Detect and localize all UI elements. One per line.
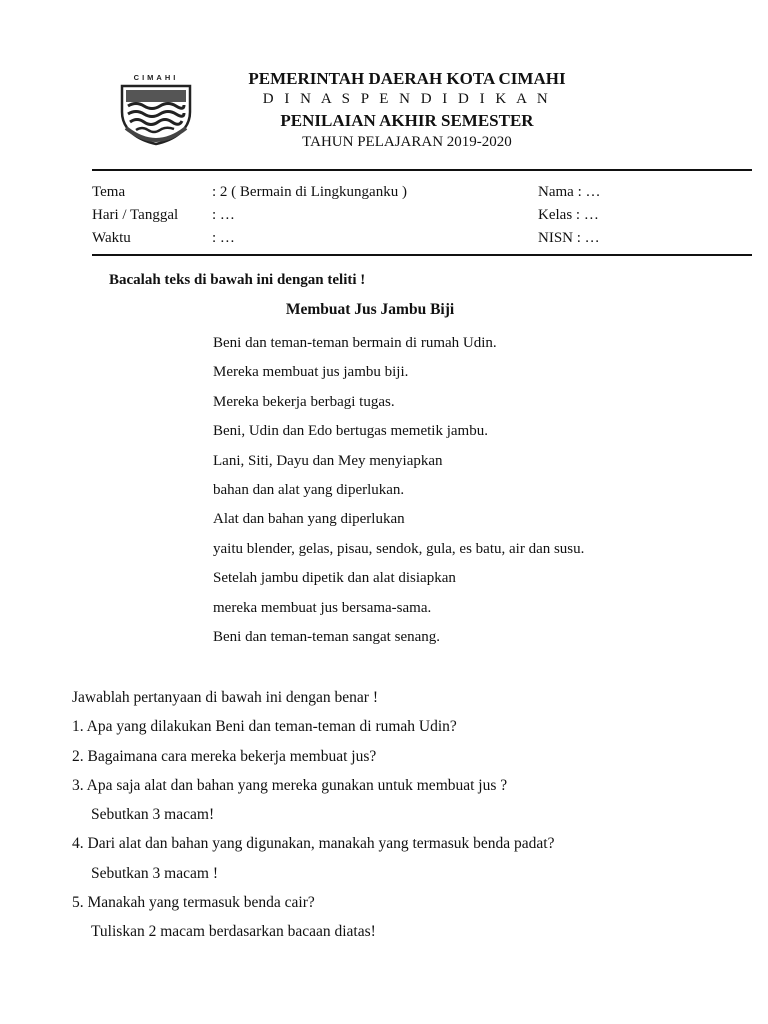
hari-tanggal-label: Hari / Tanggal xyxy=(92,207,179,223)
reading-line: yaitu blender, gelas, pisau, sendok, gula, es batu, air dan susu. xyxy=(213,540,585,557)
reading-line: Mereka membuat jus jambu biji. xyxy=(213,364,409,381)
reading-text xyxy=(213,329,584,652)
question-5-sub: Tuliskan 2 macam berdasarkan bacaan diatas! xyxy=(91,923,376,941)
header-exam-name: PENILAIAN AKHIR SEMESTER xyxy=(280,111,534,130)
tema-label: Tema xyxy=(92,184,126,200)
waktu-value: : … xyxy=(212,230,235,246)
info-divider xyxy=(92,254,752,256)
question-3-sub: Sebutkan 3 macam! xyxy=(91,806,215,824)
reading-line: Beni dan teman-teman bermain di rumah Udin. xyxy=(213,335,497,351)
reading-line: Lani, Siti, Dayu dan Mey menyiapkan xyxy=(213,452,443,469)
reading-line: Beni, Udin dan Edo bertugas memetik jambu. xyxy=(213,423,488,440)
tema-value: : 2 ( Bermain di Lingkunganku ) xyxy=(212,184,407,200)
question-5: 5. Manakah yang termasuk benda cair? xyxy=(72,894,315,912)
kelas-field: Kelas : … xyxy=(538,207,599,223)
question-2: 2. Bagaimana cara mereka bekerja membuat jus? xyxy=(72,747,377,765)
header-divider xyxy=(92,169,752,171)
reading-title: Membuat Jus Jambu Biji xyxy=(285,301,455,318)
reading-line: mereka membuat jus bersama-sama. xyxy=(213,599,432,616)
reading-line: bahan dan alat yang diperlukan. xyxy=(213,481,405,498)
reading-line: Alat dan bahan yang diperlukan xyxy=(213,511,405,528)
reading-line: Beni dan teman-teman sangat senang. xyxy=(213,628,441,645)
waktu-label: Waktu xyxy=(92,230,131,246)
questions-instruction: Jawablah pertanyaan di bawah ini dengan benar ! xyxy=(72,689,378,706)
header-department: D I N A S P E N D I D I K A N xyxy=(262,91,552,107)
hari-tanggal-value: : … xyxy=(212,207,235,223)
header-government: PEMERINTAH DAERAH KOTA CIMAHI xyxy=(248,69,566,88)
reading-line: Setelah jambu dipetik dan alat disiapkan xyxy=(213,570,456,587)
nama-field: Nama : … xyxy=(538,184,601,200)
question-1: 1. Apa yang dilakukan Beni dan teman-teman di rumah Udin? xyxy=(72,718,457,736)
reading-instruction: Bacalah teks di bawah ini dengan teliti ! xyxy=(109,272,366,288)
reading-line: Mereka bekerja berbagi tugas. xyxy=(213,393,395,410)
school-header xyxy=(200,68,614,153)
nisn-field: NISN : … xyxy=(538,230,600,246)
question-3: 3. Apa saja alat dan bahan yang mereka gunakan untuk membuat jus ? xyxy=(72,776,508,794)
questions-section xyxy=(72,683,554,947)
header-school-year: TAHUN PELAJARAN 2019-2020 xyxy=(302,134,512,150)
question-4-sub: Sebutkan 3 macam ! xyxy=(91,864,218,882)
logo-text: CIMAHI xyxy=(133,73,179,82)
cimahi-logo xyxy=(118,72,194,146)
question-4: 4. Dari alat dan bahan yang digunakan, manakah yang termasuk benda padat? xyxy=(72,835,555,853)
